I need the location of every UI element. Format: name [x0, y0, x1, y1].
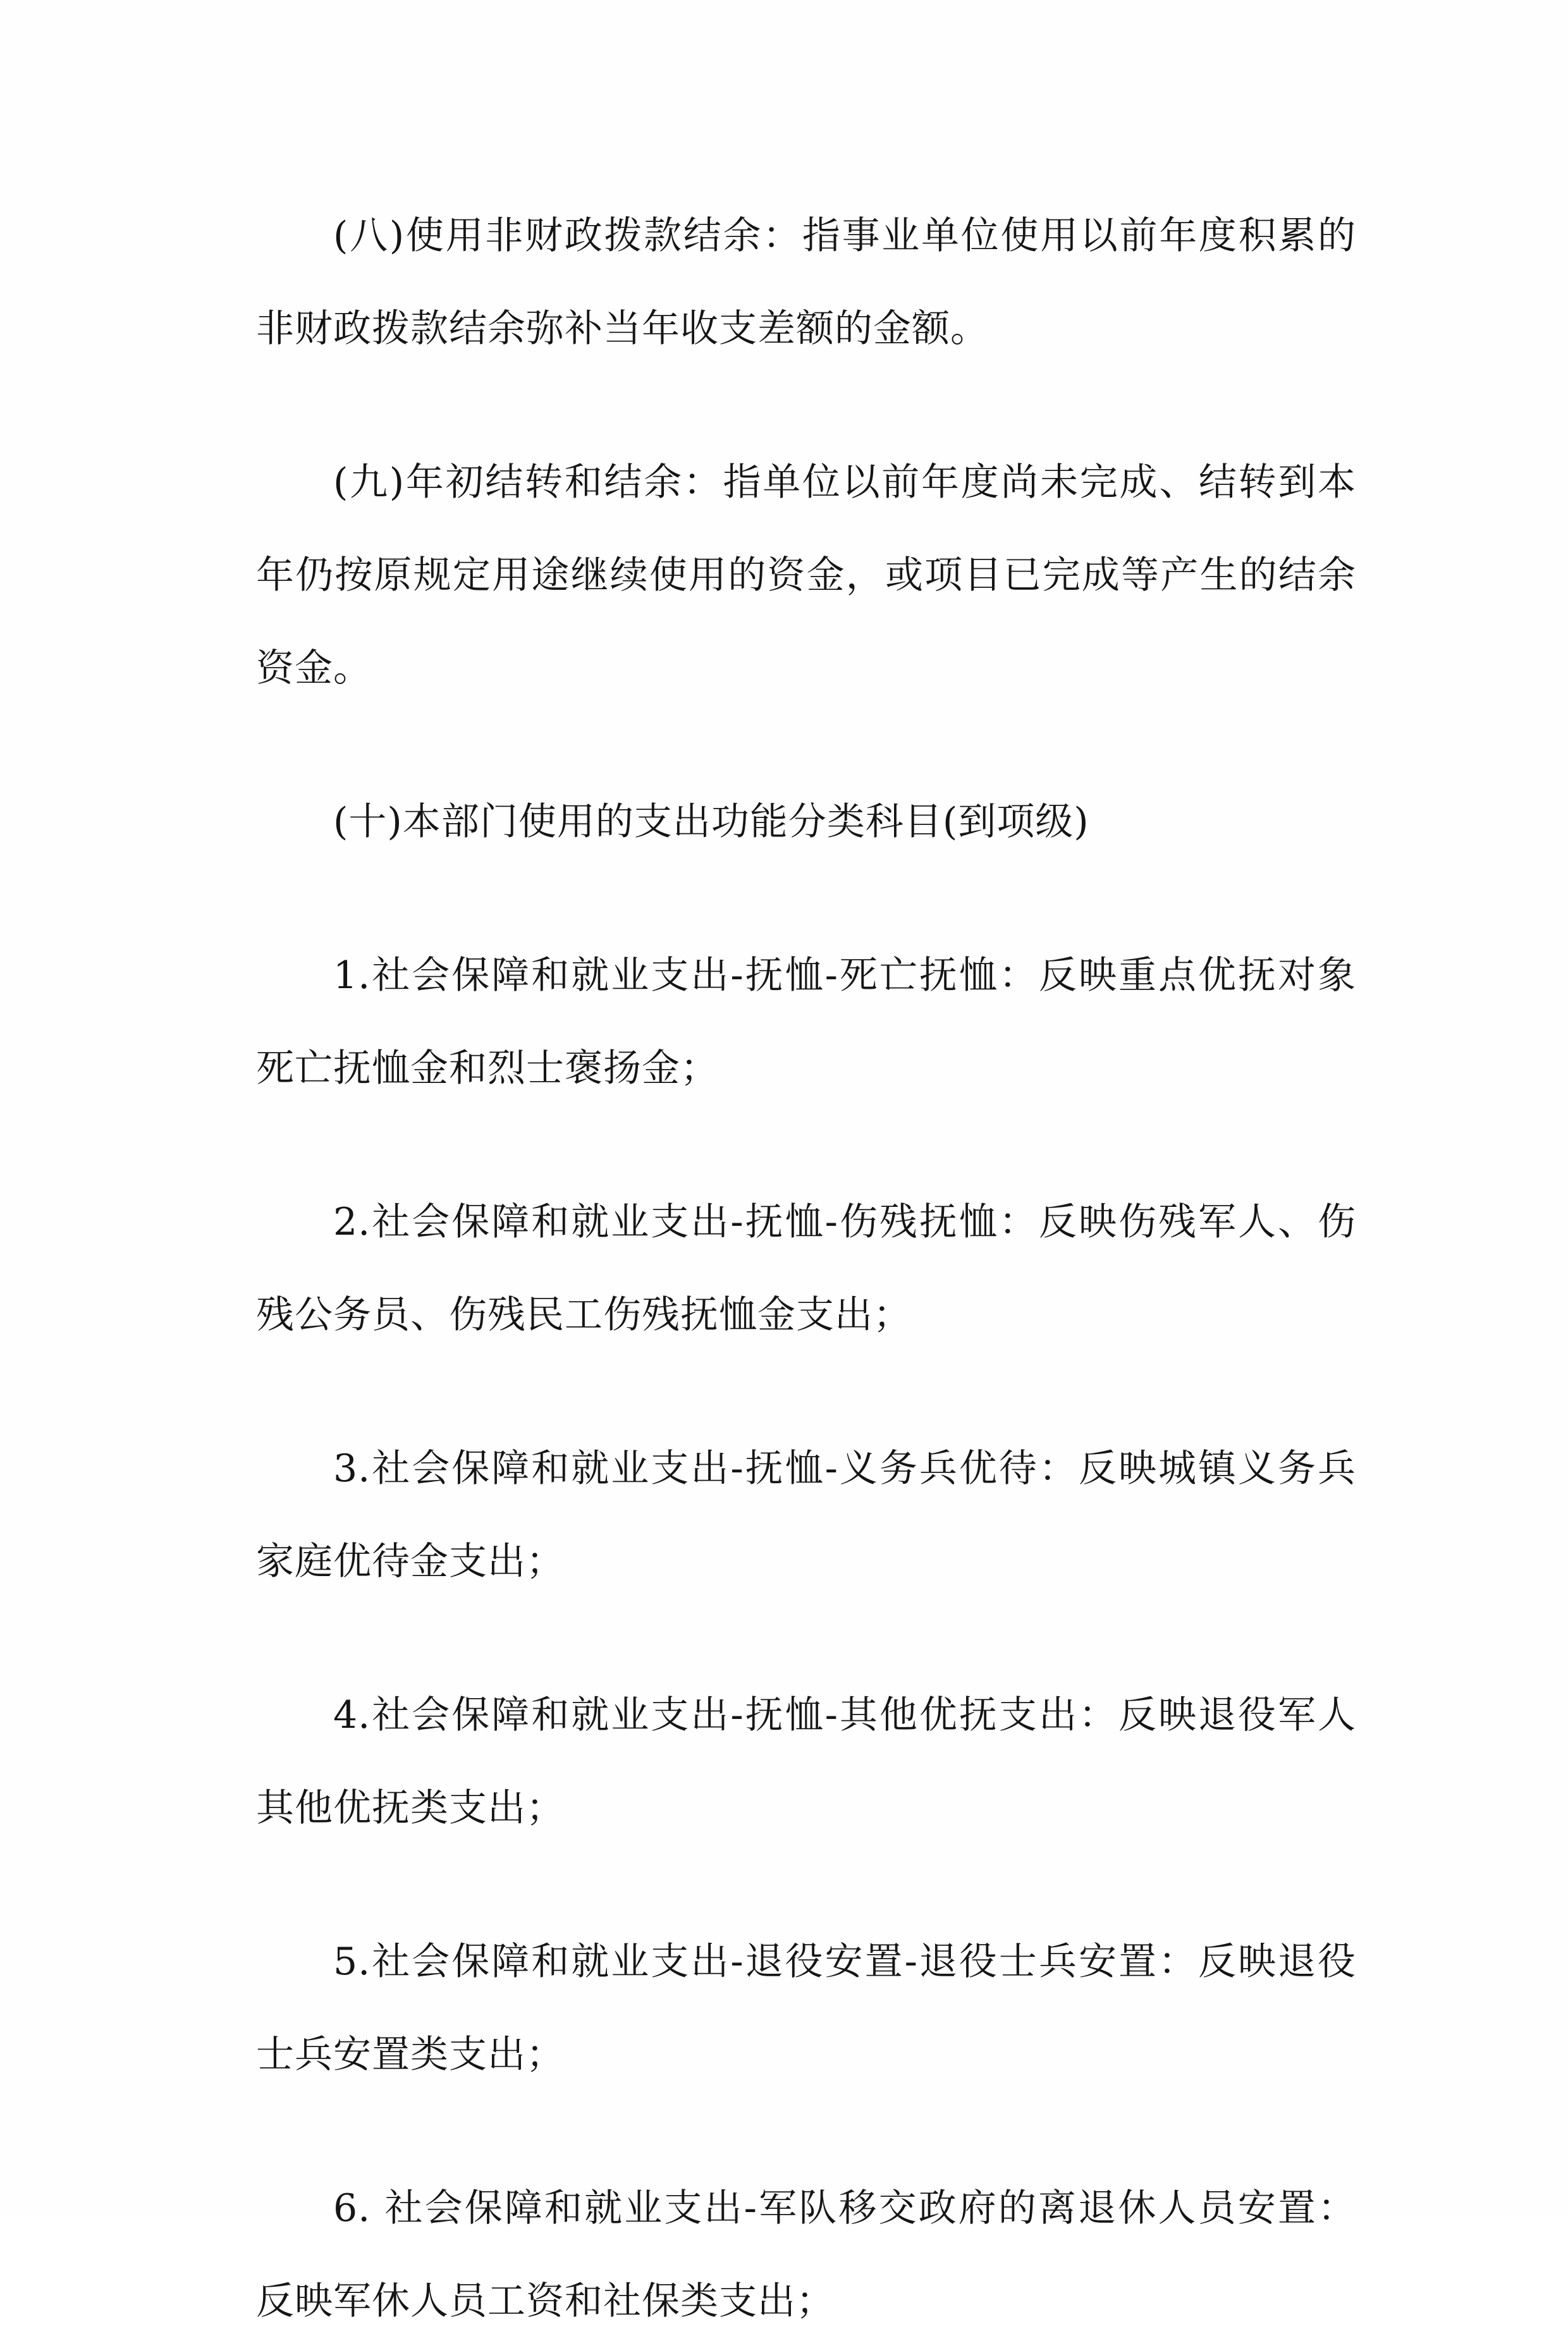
paragraph-subitem-3: 3.社会保障和就业支出-抚恤-义务兵优待：反映城镇义务兵家庭优待金支出； [256, 1446, 1356, 1584]
paragraph-item-9: (九)年初结转和结余：指单位以前年度尚未完成、结转到本年仍按原规定用途继续使用的资金，或项目已完成等产生的结余资金。 [256, 460, 1356, 690]
paragraph-subitem-5: 5.社会保障和就业支出-退役安置-退役士兵安置：反映退役士兵安置类支出； [256, 1940, 1356, 2077]
paragraph-subitem-2: 2.社会保障和就业支出-抚恤-伤残抚恤：反映伤残军人、伤残公务员、伤残民工伤残抚恤金支出； [256, 1200, 1356, 1337]
document-body [256, 190, 1356, 2348]
paragraph-item-10-heading: (十)本部门使用的支出功能分类科目(到项级) [333, 800, 1089, 844]
paragraph-subitem-4: 4.社会保障和就业支出-抚恤-其他优抚支出：反映退役军人其他优抚类支出； [256, 1693, 1356, 1830]
paragraph-subitem-6: 6. 社会保障和就业支出-军队移交政府的离退休人员安置：反映军休人员工资和社保类支出； [256, 2186, 1356, 2323]
paragraph-subitem-1: 1.社会保障和就业支出-抚恤-死亡抚恤：反映重点优抚对象死亡抚恤金和烈士褒扬金； [256, 953, 1356, 1091]
paragraph-item-8: (八)使用非财政拨款结余：指事业单位使用以前年度积累的非财政拨款结余弥补当年收支差额的金额。 [256, 214, 1356, 351]
